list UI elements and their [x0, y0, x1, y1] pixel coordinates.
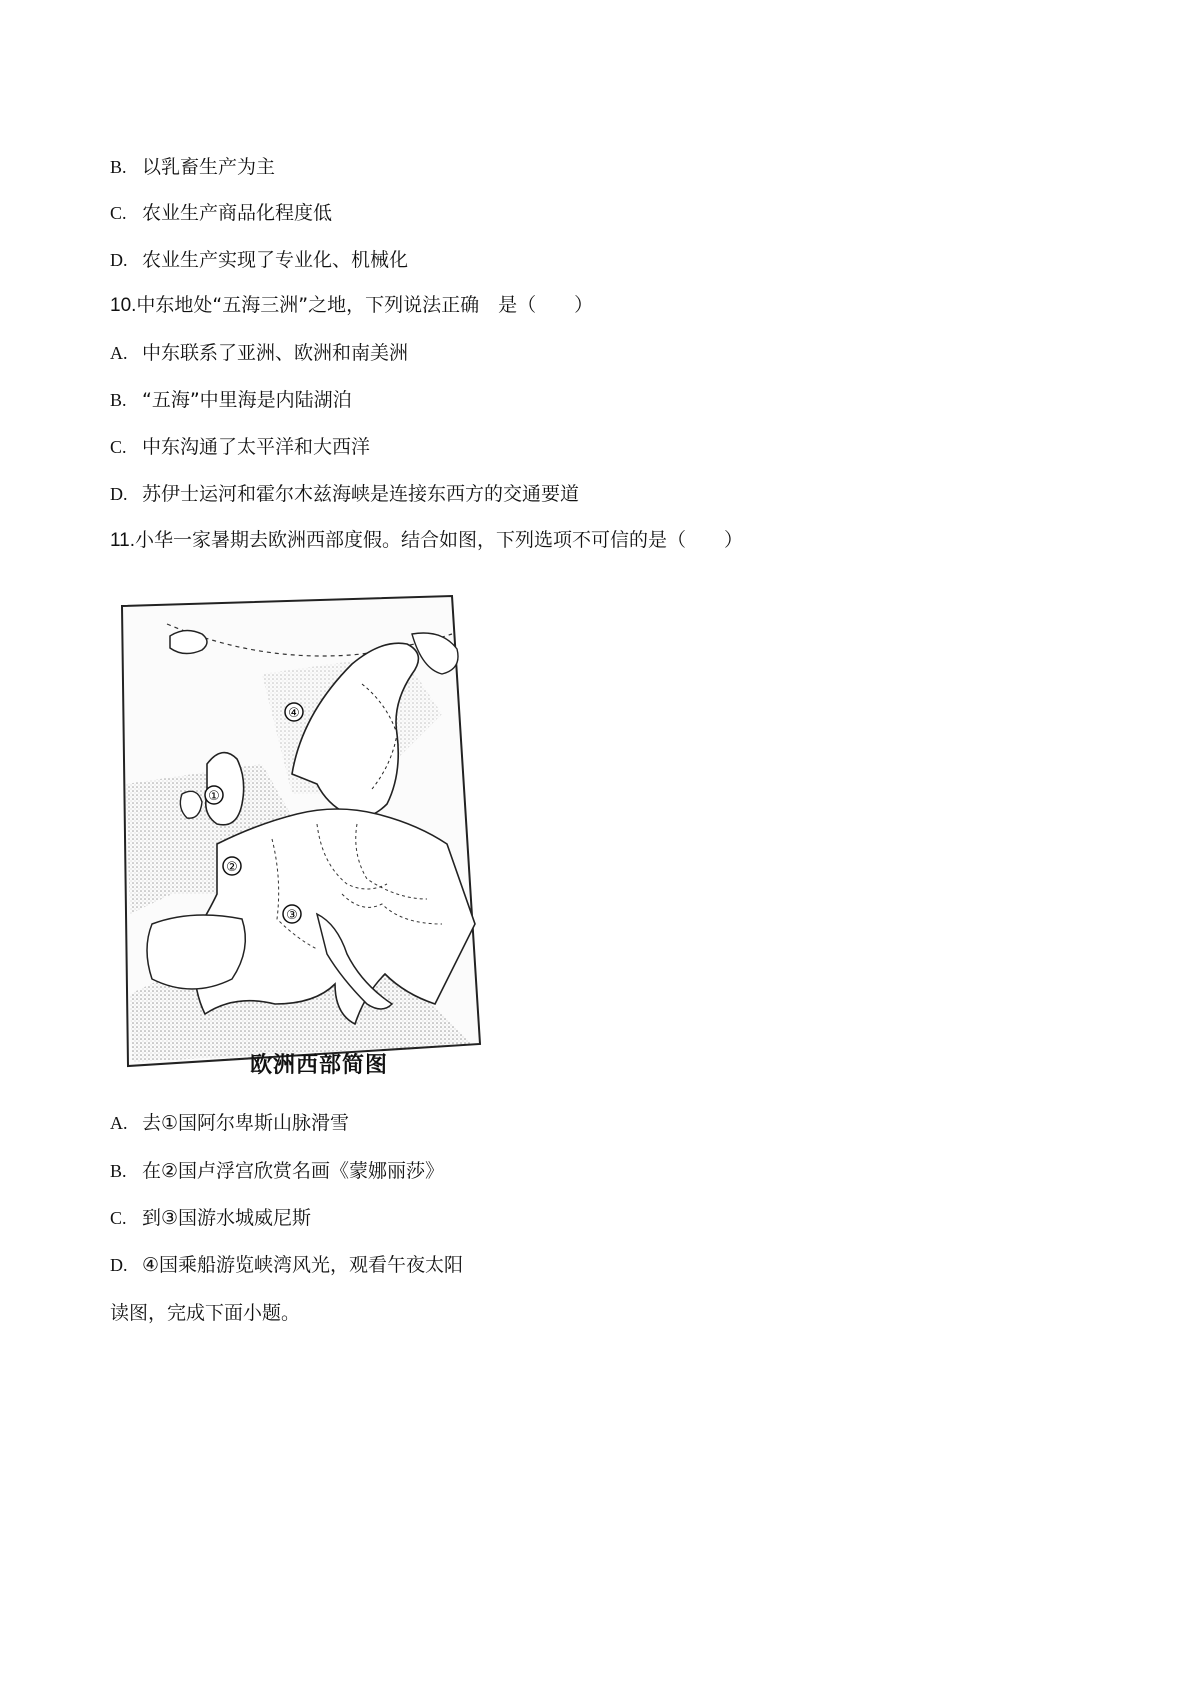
map-marker-4: [285, 703, 303, 721]
svg-text:③: ③: [286, 908, 298, 923]
option-label: B.: [110, 390, 127, 410]
iceland: [170, 630, 207, 653]
q11-option-d: [110, 1252, 463, 1278]
option-text: 苏伊士运河和霍尔木兹海峡是连接东西方的交通要道: [142, 483, 580, 505]
svg-text:①: ①: [208, 789, 220, 804]
option-label: D.: [110, 484, 128, 504]
option-label: D.: [110, 250, 128, 270]
q10-option-b: [110, 387, 352, 413]
q11-option-b: [110, 1158, 444, 1184]
q11-option-a: [110, 1110, 349, 1136]
svg-text:②: ②: [226, 860, 238, 875]
option-label: B.: [110, 1161, 127, 1181]
option-label: D.: [110, 1255, 128, 1275]
option-text: “五海”中里海是内陆湖泊: [142, 389, 352, 411]
map-caption: 欧洲西部简图: [250, 1053, 389, 1078]
option-label: C.: [110, 437, 127, 457]
q10-option-d: [110, 481, 579, 507]
ireland: [180, 791, 202, 818]
svg-text:④: ④: [288, 706, 300, 721]
option-label: C.: [110, 1208, 127, 1228]
option-text: 农业生产商品化程度低: [142, 202, 333, 224]
iberia: [147, 915, 245, 989]
option-label: C.: [110, 203, 127, 223]
option-text: ④国乘船游览峡湾风光，观看午夜太阳: [142, 1254, 464, 1276]
option-text: 农业生产实现了专业化、机械化: [142, 249, 409, 271]
map-marker-3: [283, 905, 301, 923]
option-label: B.: [110, 157, 127, 177]
option-text: 在②国卢浮宫欣赏名画《蒙娜丽莎》: [142, 1160, 445, 1182]
option-label: A.: [110, 343, 128, 363]
question-text: 中东地处“五海三洲”之地，下列说法正确 是（ ）: [136, 294, 594, 316]
q11-stem: [110, 527, 743, 554]
option-text: 到③国游水城威尼斯: [142, 1207, 312, 1229]
option-text: 中东联系了亚洲、欧洲和南美洲: [142, 342, 409, 364]
q10-option-c: [110, 434, 370, 460]
q9-option-c: [110, 200, 332, 226]
option-text: 以乳畜生产为主: [142, 156, 276, 178]
q10-option-a: [110, 340, 408, 366]
q9-option-b: [110, 154, 275, 180]
question-text: 小华一家暑期去欧洲西部度假。结合如图，下列选项不可信的是（ ）: [135, 529, 744, 551]
q9-option-d: [110, 247, 408, 273]
footer-instruction: 读图，完成下面小题。: [110, 1302, 301, 1324]
option-text: 中东沟通了太平洋和大西洋: [142, 436, 371, 458]
option-label: A.: [110, 1113, 128, 1133]
map-marker-2: [223, 857, 241, 875]
question-number: 11.: [110, 530, 136, 551]
q10-stem: [110, 292, 593, 319]
q11-option-c: [110, 1205, 311, 1231]
option-text: 去①国阿尔卑斯山脉滑雪: [142, 1112, 350, 1134]
map-marker-1: [205, 786, 223, 804]
question-number: 10.: [110, 295, 137, 316]
western-europe-map: [112, 594, 492, 1084]
